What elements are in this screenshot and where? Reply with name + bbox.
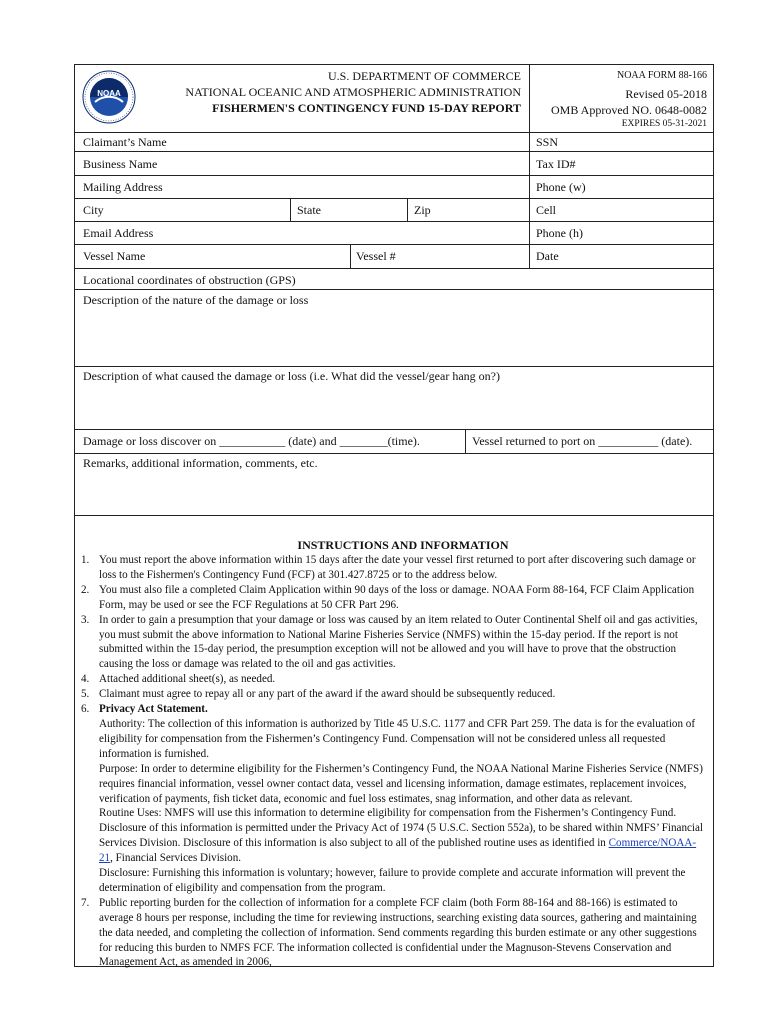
instructions-title: INSTRUCTIONS AND INFORMATION: [297, 538, 509, 552]
ssn-label: SSN: [536, 135, 559, 149]
agency-name: NATIONAL OCEANIC AND ATMOSPHERIC ADMINISTRATION: [185, 85, 521, 99]
city-label: City: [83, 203, 104, 217]
privacy-disclosure: Disclosure: Furnishing this information is voluntary; however, failure to provide complete and accurate information will prevent the determination of eligibility and compensation from the program.: [99, 867, 686, 894]
instruction-item: 5. Claimant must agree to repay all or any part of the award if the award should be subsequently reduced.: [81, 688, 556, 701]
state-label: State: [297, 203, 321, 217]
vessel-number-label: Vessel #: [356, 249, 396, 263]
discover-date-label: Damage or loss discover on ___________ (date) and ________(time).: [83, 434, 420, 448]
instruction-item: 6. Privacy Act Statement.: [81, 702, 705, 717]
dept-name: U.S. DEPARTMENT OF COMMERCE: [328, 69, 521, 83]
mailing-address-label: Mailing Address: [83, 180, 163, 194]
vessel-name-label: Vessel Name: [83, 249, 146, 263]
privacy-act-heading: Privacy Act Statement.: [99, 703, 208, 716]
phone-work-label: Phone (w): [536, 180, 586, 194]
omb-number: OMB Approved NO. 0648-0082: [551, 103, 707, 117]
noaa-logo: [81, 69, 137, 125]
expires-date: EXPIRES 05-31-2021: [621, 119, 707, 129]
cause-description-label: Description of what caused the damage or loss (i.e. What did the vessel/gear hang on?): [83, 369, 500, 383]
form-title: FISHERMEN'S CONTINGENCY FUND 15-DAY REPORT: [212, 101, 521, 115]
phone-home-label: Phone (h): [536, 226, 583, 240]
instruction-item: 4. Attached additional sheet(s), as needed.: [81, 673, 276, 686]
instruction-item: 2. You must also file a completed Claim Application within 90 days of the loss or damage. NOAA Form 88-164, FCF Claim Application Form, may be used or see the FCF Regulations at 50 CFR Part 296.: [81, 583, 695, 611]
revised-date: Revised 05-2018: [625, 87, 707, 101]
form-number: NOAA FORM 88-166: [616, 70, 707, 81]
gps-label: Locational coordinates of obstruction (GPS): [83, 273, 296, 287]
email-address-label: Email Address: [83, 226, 154, 240]
instruction-item: 1. You must report the above information within 15 days after the date your vessel first returned to port after discovering such damage or loss to the Fishermen's Contingency Fund (FCF) at 301.427.8725 or to the address below.: [81, 554, 696, 581]
business-name-label: Business Name: [83, 157, 158, 171]
commerce-noaa-21-link[interactable]: Commerce/NOAA-21: [99, 837, 697, 865]
zip-label: Zip: [414, 203, 431, 217]
privacy-routine-uses: Routine Uses: NMFS will use this information to determine eligibility for compensation from the Fishermen’s Contingency Fund. Disclosure of this information is permitted under the Privacy Act of 1974 (5 U.S.C. Section 552a), to be shared within NMFS’ Financial Services Division. Disclosure of this information is also subject to all of the published routine uses as identified in Commerce/NOAA-21, Financial Services Division.: [99, 807, 704, 865]
privacy-purpose: Purpose: In order to determine eligibility for the Fishermen’s Contingency Fund, the NOAA National Marine Fisheries Service (NMFS) requires financial information, vessel owner contact data, vessel and licensing information, damage estimates, replacement invoices, verification of payments, fish ticket data, economic and fuel loss estimates, snag information, and other data as relevant.: [99, 762, 703, 805]
form-88-166: [74, 64, 714, 967]
logo-text: NOAA: [97, 89, 121, 98]
claimant-name-label: Claimant’s Name: [83, 135, 167, 149]
returned-date-label: Vessel returned to port on __________ (date).: [472, 434, 693, 448]
remarks-label: Remarks, additional information, comments, etc.: [83, 456, 318, 470]
damage-description-label: Description of the nature of the damage or loss: [83, 293, 309, 307]
date-label: Date: [536, 249, 559, 263]
instructions-section: [81, 538, 705, 970]
instruction-item: 7. Public reporting burden for the collection of information for a complete FCF claim (both Form 88-164 and 88-166) is estimated to average 8 hours per response, including the time for reviewing instructions, searching existing data sources, gathering and maintaining the data needed, and completing the collection of information. Send comments regarding this burden estimate or any other suggestions for reducing this burden to NMFS FCF. The information collected is confidential under the Magnuson-Stevens Conservation and Management Act, as amended in 2006,: [81, 896, 697, 969]
cell-label: Cell: [536, 203, 556, 217]
privacy-authority: Authority: The collection of this information is authorized by Title 45 U.S.C. 1177 and CFR Part 259. The data is for the evaluation of eligibility for compensation from the Fishermen’s Contingency Fund. Compensation will not be considered unless all requested information is furnished.: [99, 717, 696, 760]
instruction-item: 3. In order to gain a presumption that your damage or loss was caused by an item related to Outer Continental Shelf oil and gas activities, you must submit the above information to National Marine Fisheries Service (NMFS) within the 15-day period. If the report is not submitted within the 15-day period, the presumption exception will not be allowed and you will have to prove that the obstruction causing the loss or damage was related to the oil and gas activities.: [81, 613, 698, 671]
tax-id-label: Tax ID#: [536, 157, 576, 171]
